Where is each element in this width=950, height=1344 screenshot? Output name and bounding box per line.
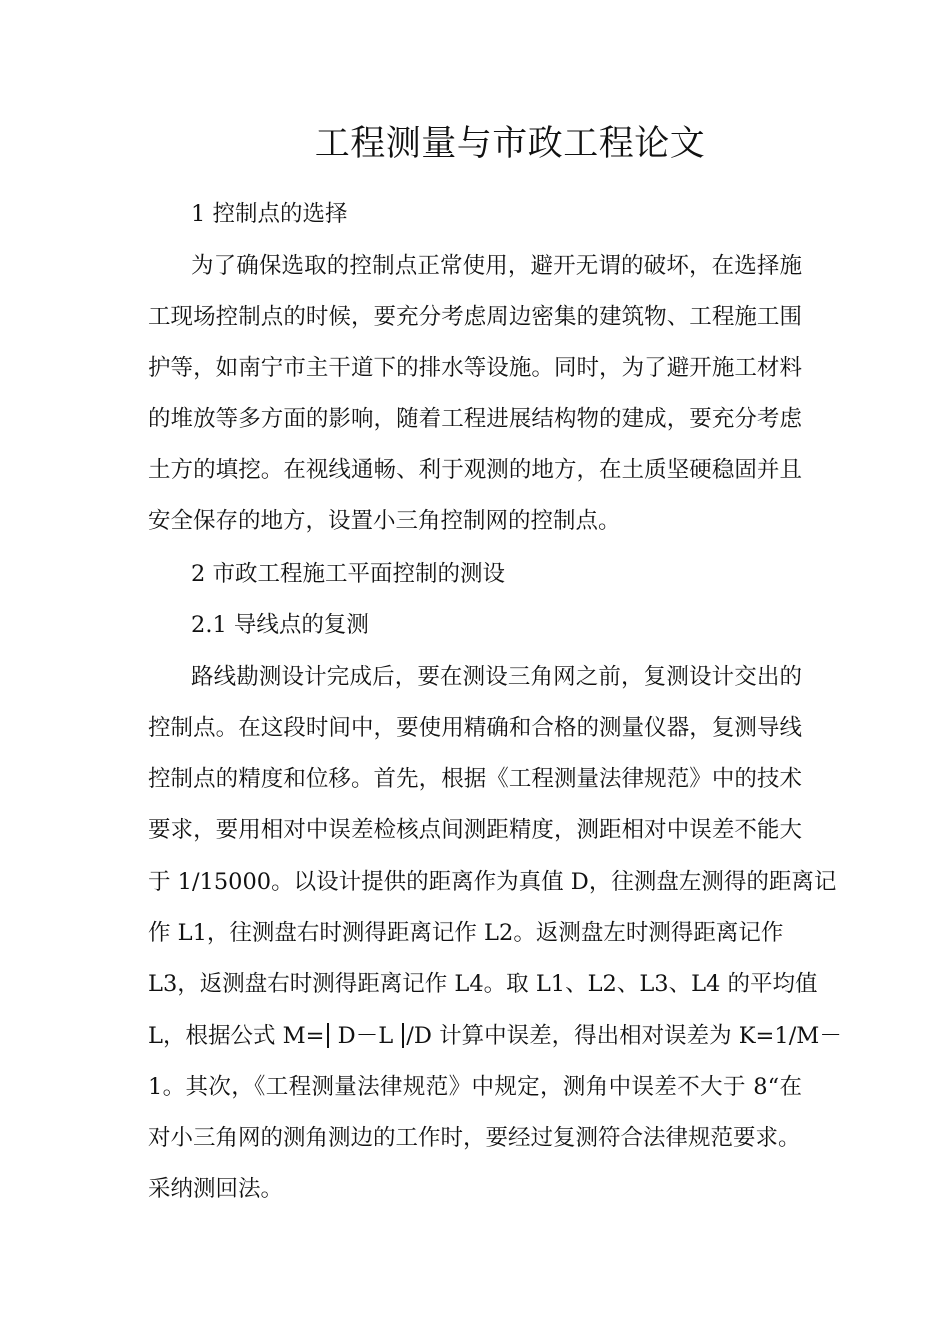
document-title: 工程测量与市政工程论文 bbox=[314, 124, 706, 164]
paragraph-line: 控制点的精度和位移。首先，根据《工程测量法律规范》中的技术 bbox=[148, 766, 802, 792]
paragraph-line: 于 1/15000。以设计提供的距离作为真值 D，往测盘左测得的距离记 bbox=[148, 869, 837, 895]
section-heading-1: 1 控制点的选择 bbox=[191, 201, 348, 227]
formula-text-after: /D 计算中误差，得出相对误差为 K=1/M－ bbox=[406, 1023, 842, 1049]
paragraph-line: L3，返测盘右时测得距离记作 L4。取 L1、L2、L3、L4 的平均值 bbox=[148, 971, 818, 997]
paragraph-line: 为了确保选取的控制点正常使用，避开无谓的破坏，在选择施 bbox=[191, 253, 802, 279]
paragraph-line: 对小三角网的测角测边的工作时，要经过复测符合法律规范要求。 bbox=[148, 1125, 801, 1151]
paragraph-line: 要求，要用相对中误差检核点间测距精度，测距相对中误差不能大 bbox=[148, 817, 802, 843]
paragraph-line: 路线勘测设计完成后，要在测设三角网之前，复测设计交出的 bbox=[191, 664, 802, 690]
paragraph-line: 的堆放等多方面的影响，随着工程进展结构物的建成，要充分考虑 bbox=[148, 406, 802, 432]
formula-text-before: L，根据公式 M= bbox=[148, 1023, 325, 1049]
paragraph-line: 土方的填挖。在视线通畅、利于观测的地方，在土质坚硬稳固并且 bbox=[148, 457, 802, 483]
absolute-value-bar-right bbox=[402, 1023, 404, 1048]
section-heading-2: 2 市政工程施工平面控制的测设 bbox=[191, 561, 505, 587]
paragraph-line: 作 L1，往测盘右时测得距离记作 L2。返测盘左时测得距离记作 bbox=[148, 920, 784, 946]
formula-line bbox=[148, 1010, 842, 1062]
paragraph-line: 工现场控制点的时候，要充分考虑周边密集的建筑物、工程施工围 bbox=[148, 304, 802, 330]
paragraph-line: 护等，如南宁市主干道下的排水等设施。同时，为了避开施工材料 bbox=[148, 355, 802, 381]
absolute-value-bar-left bbox=[327, 1023, 329, 1048]
paragraph-line: 控制点。在这段时间中，要使用精确和合格的测量仪器，复测导线 bbox=[148, 715, 802, 741]
paragraph-line: 安全保存的地方，设置小三角控制网的控制点。 bbox=[148, 508, 621, 534]
formula-text-inner: D－L bbox=[330, 1023, 401, 1049]
paragraph-line: 1。其次，《工程测量法律规范》中规定，测角中误差不大于 8“在 bbox=[148, 1074, 802, 1100]
paragraph-line: 采纳测回法。 bbox=[148, 1176, 284, 1202]
subsection-heading-2-1: 2.1 导线点的复测 bbox=[191, 612, 369, 638]
